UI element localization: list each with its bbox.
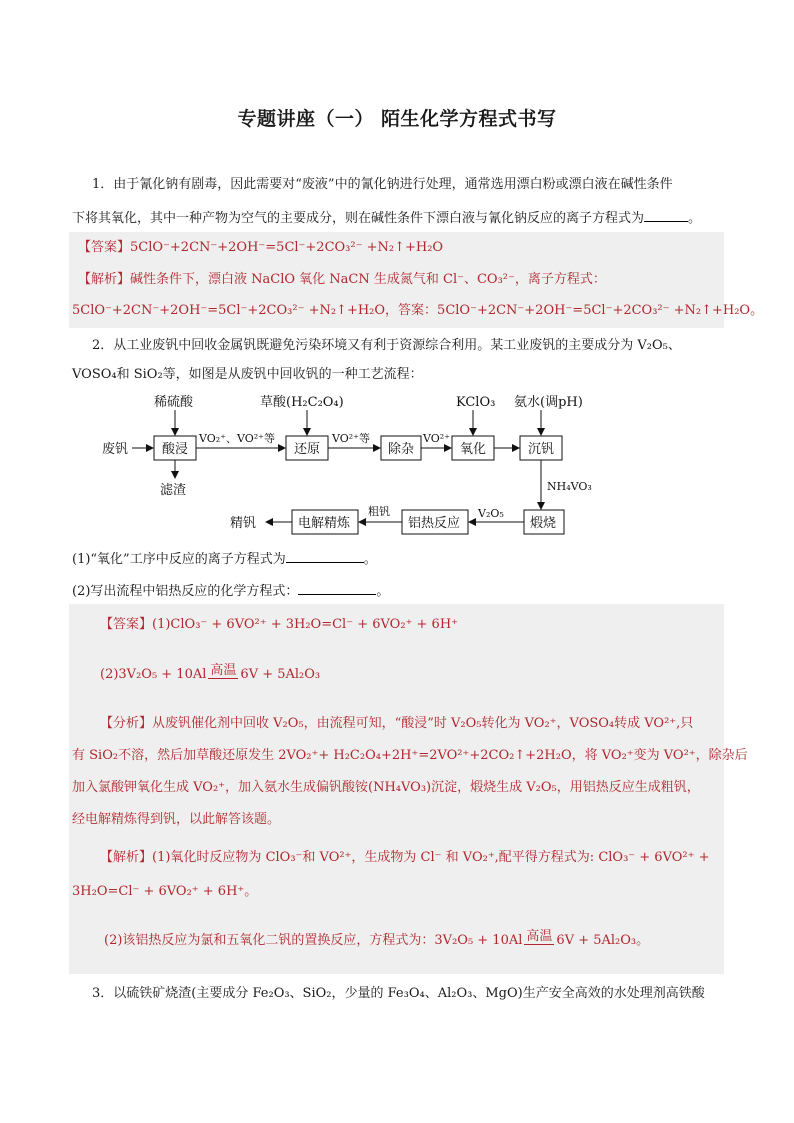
q2-fenxi-line1 xyxy=(100,714,693,734)
analysis-text: 碱性条件下，漂白液 NaClO 氧化 NaCN 生成氮气和 Cl⁻、CO₃²⁻，离子方程式： xyxy=(130,272,606,287)
q3-text-line1: 3．以硫铁矿烧渣(主要成分 Fe₂O₃、SiO₂，少量的 Fe₃O₄、Al₂O₃、MgO)生产安全高效的水处理剂高铁酸 xyxy=(92,986,705,1001)
q1-text-line2-body: 下将其氧化，其中一种产物为空气的主要成分，则在碱性条件下漂白液与氰化钠反应的离子方程式为 xyxy=(72,211,645,226)
q2-text-line1: 2．从工业废钒中回收金属钒既避免污染环境又有利于资源综合利用。某工业废钒的主要成分为 V₂O₅、 xyxy=(92,338,681,353)
q2-fenxi-line2: 有 SiO₂不溶，然后加草酸还原发生 2VO₂⁺+ H₂C₂O₄+2H⁺=2VO²⁺+2CO₂↑+2H₂O，将 VO₂⁺变为 VO²⁺，除杂后 xyxy=(72,748,748,763)
answer-blank xyxy=(286,548,364,563)
q2-text-line2: VOSO₄和 SiO₂等，如图是从废钒中回收钒的一种工艺流程： xyxy=(72,367,423,382)
answer-blank xyxy=(298,580,376,595)
label-nh4vo3: NH₄VO₃ xyxy=(547,480,592,493)
q2-jiexi-line3 xyxy=(104,930,649,951)
q1-analysis-line1 xyxy=(78,270,606,290)
q1-text-line2-end: 。 xyxy=(688,211,702,226)
page-title: 专题讲座（一） 陌生化学方程式书写 xyxy=(237,108,557,130)
answer2-post: 6V + 5Al₂O₃ xyxy=(240,667,321,682)
label-v2o5: V₂O₅ xyxy=(478,507,504,520)
answer-blank xyxy=(644,207,688,222)
condition-text: 高温 xyxy=(526,929,553,944)
q2-sub2-text: (2)写出流程中铝热反应的化学方程式： xyxy=(72,584,299,599)
analysis-label: 【解析】 xyxy=(78,272,131,287)
jiexi-text: (1)氧化时反应物为 ClO₃⁻和 VO²⁺，生成物为 Cl⁻ 和 VO₂⁺,配平得方程式为: ClO₃⁻ + 6VO²⁺ + xyxy=(152,850,710,865)
label-huanyuan: 还原 xyxy=(294,442,321,457)
label-jingfan: 精钒 xyxy=(230,516,257,531)
jiexi3-pre: (2)该铝热反应为氯和五氧化二钒的置换反应，方程式为：3V₂O₅ + 10Al xyxy=(104,933,523,948)
label-arrow3: VO²⁺ xyxy=(423,432,450,445)
label-chenfan: 沉钒 xyxy=(528,442,555,457)
q2-sub1 xyxy=(72,548,377,570)
answer-text: 5ClO⁻+2CN⁻+2OH⁻=5Cl⁻+2CO₃²⁻ +N₂↑+H₂O xyxy=(130,240,444,255)
q1-text-line2 xyxy=(72,207,701,229)
q1-answer xyxy=(78,238,443,258)
answer2-pre: (2)3V₂O₅ + 10Al xyxy=(100,667,207,682)
q2-jiexi-line2: 3H₂O=Cl⁻ + 6VO₂⁺ + 6H⁺。 xyxy=(72,884,258,899)
label-cufan: 粗钒 xyxy=(368,505,390,518)
process-flow-diagram xyxy=(96,388,616,538)
q1-text-line1: 1．由于氰化钠有剧毒，因此需要对“废液”中的氰化钠进行处理，通常选用漂白粉或漂白液在碱性条件 xyxy=(92,177,673,192)
label-kclo3: KClO₃ xyxy=(456,395,496,410)
label-feifan: 废钒 xyxy=(102,442,129,457)
label-suanjin: 酸浸 xyxy=(162,442,189,457)
fenxi-label: 【分析】 xyxy=(100,716,153,731)
label-arrow1: VO₂⁺、VO²⁺等 xyxy=(199,432,275,445)
q2-fenxi-line4: 经电解精炼得到钒，以此解答该题。 xyxy=(72,812,281,827)
q2-answer2 xyxy=(100,664,320,685)
jiexi-label: 【解析】 xyxy=(100,850,153,865)
condition-text: 高温 xyxy=(210,663,237,678)
q2-sub2-end: 。 xyxy=(376,584,390,599)
reaction-condition xyxy=(524,930,554,951)
q2-sub1-text: (1)“氧化”工序中反应的离子方程式为 xyxy=(72,552,286,567)
label-xiliusuan: 稀硫酸 xyxy=(154,395,194,410)
jiexi3-post: 6V + 5Al₂O₃。 xyxy=(556,933,650,948)
label-caosuan: 草酸(H₂C₂O₄) xyxy=(260,395,344,410)
answer-label: 【答案】 xyxy=(78,240,131,255)
label-anshui: 氨水(调pH) xyxy=(514,395,583,410)
q2-sub1-end: 。 xyxy=(363,552,377,567)
label-chuza: 除杂 xyxy=(388,442,415,457)
fenxi-text: 从废钒催化剂中回收 V₂O₅，由流程可知，“酸浸”时 V₂O₅转化为 VO₂⁺，VOSO₄转成 VO²⁺,只 xyxy=(152,716,694,731)
answer-text: (1)ClO₃⁻ + 6VO²⁺ + 3H₂O=Cl⁻ + 6VO₂⁺ + 6H⁺ xyxy=(152,617,459,632)
q1-analysis-line2: 5ClO⁻+2CN⁻+2OH⁻=5Cl⁻+2CO₃²⁻ +N₂↑+H₂O，答案：5ClO⁻+2CN⁻+2OH⁻=5Cl⁻+2CO₃²⁻ +N₂↑+H₂O。 xyxy=(72,303,764,318)
label-dianjie: 电解精炼 xyxy=(298,516,351,531)
q2-jiexi-line1 xyxy=(100,848,710,868)
q2-sub2 xyxy=(72,580,389,602)
label-duanshao: 煅烧 xyxy=(530,516,557,531)
label-yanghua: 氧化 xyxy=(460,442,487,457)
q2-answer1 xyxy=(100,615,458,635)
q2-fenxi-line3: 加入氯酸钾氧化生成 VO₂⁺，加入氨水生成偏钒酸铵(NH₄VO₃)沉淀，煅烧生成 V₂O₅，用铝热反应生成粗钒， xyxy=(72,780,700,795)
label-lvre: 铝热反应 xyxy=(408,516,461,531)
reaction-condition xyxy=(208,664,238,685)
label-lvzha: 滤渣 xyxy=(160,483,187,498)
label-arrow2: VO²⁺等 xyxy=(332,432,370,445)
answer-label: 【答案】 xyxy=(100,617,153,632)
